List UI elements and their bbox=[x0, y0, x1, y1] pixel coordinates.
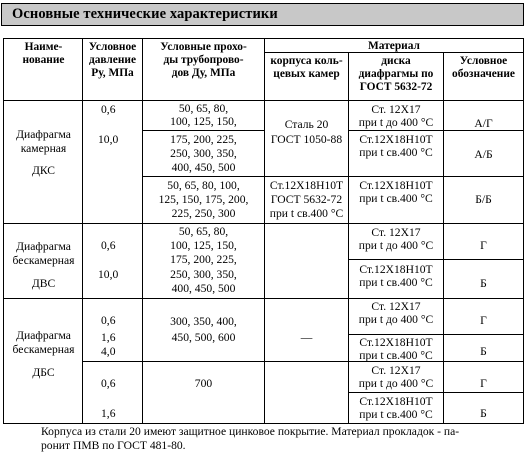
dbs-disc-3: Ст. 12Х17 при t до 400 °С bbox=[358, 364, 434, 390]
dvs-disc-1: Ст. 12Х17 при t до 400 °С bbox=[358, 226, 434, 252]
dks-diameter-1: 50, 65, 80, 100, 125, 150, bbox=[170, 102, 237, 128]
section-title: Основные технические характеристики bbox=[1, 3, 524, 26]
dvs-symbol-1: Г bbox=[480, 239, 487, 252]
header-disc: диска диафрагмы по ГОСТ 5632-72 bbox=[358, 55, 434, 94]
dbs-body: — bbox=[300, 331, 313, 344]
dks-disc-2: Ст.12Х18Н10Т при t св.400 °С bbox=[359, 133, 433, 159]
dbs-pressure-2: 1,6 bbox=[101, 331, 116, 344]
dks-body-2: Ст.12Х18Н10Т ГОСТ 5632-72 при t св.400 °С bbox=[269, 179, 344, 220]
dks-symbol-1: А/Г bbox=[474, 117, 493, 130]
dvs-disc-2: Ст.12Х18Н10Т при t св.400 °С bbox=[359, 263, 433, 289]
header-symbol: Условное обозначение bbox=[452, 55, 515, 81]
dbs-disc-1: Ст. 12Х17 при t до 400 °С bbox=[358, 300, 434, 326]
header-material: Материал bbox=[368, 40, 420, 52]
dks-name: Диафрагма камерная ДКС bbox=[16, 128, 71, 177]
dks-disc-3: Ст.12Х18Н10Т при t св.400 °С bbox=[359, 179, 433, 205]
dks-disc-1: Ст. 12Х17 при t до 400 °С bbox=[358, 103, 434, 129]
header-name: Наиме- нование bbox=[22, 41, 65, 67]
dks-symbol-2: А/Б bbox=[474, 148, 493, 161]
dks-pressure-2: 10,0 bbox=[98, 133, 119, 146]
dvs-diameter: 50, 65, 80, 100, 125, 150, 175, 200, 225, 250, 300, 350, 400, 450, 500 bbox=[170, 225, 237, 295]
dbs-pressure-3: 4,0 bbox=[101, 345, 116, 358]
dbs-disc-2: Ст.12Х18Н10Т при t св.400 °С bbox=[359, 336, 433, 362]
dbs-symbol-1: Г bbox=[480, 314, 487, 327]
dvs-name: Диафрагма бескамерная ДВС bbox=[12, 240, 75, 290]
dbs-symbol-4: Б bbox=[480, 407, 487, 420]
dks-body-1: Сталь 20 ГОСТ 1050-88 bbox=[270, 118, 343, 146]
dbs-disc-4: Ст.12Х18Н10Т при t св.400 °С bbox=[359, 395, 433, 421]
dvs-pressure-1: 0,6 bbox=[101, 239, 116, 252]
dks-pressure-1: 0,6 bbox=[101, 103, 116, 116]
dvs-symbol-2: Б bbox=[480, 277, 487, 290]
dbs-symbol-3: Г bbox=[480, 377, 487, 390]
dbs-pressure-5: 1,6 bbox=[101, 407, 116, 420]
dks-symbol-3: Б/Б bbox=[475, 193, 492, 206]
dbs-diameter-1: 300, 350, 400, 450, 500, 600 bbox=[170, 315, 237, 344]
header-body: корпуса коль- цевых камер bbox=[270, 55, 343, 81]
dbs-symbol-2: Б bbox=[480, 345, 487, 358]
dks-diameter-3: 50, 65, 80, 100, 125, 150, 175, 200, 225, 250, 300 bbox=[158, 179, 249, 220]
header-diameter: Условные прохо- ды трубопрово- дов Ду, МПа bbox=[160, 41, 247, 80]
dbs-pressure-1: 0,6 bbox=[101, 314, 116, 327]
dbs-pressure-4: 0,6 bbox=[101, 377, 116, 390]
header-pressure: Условное давление Ру, МПа bbox=[88, 41, 137, 80]
dks-diameter-2: 175, 200, 225, 250, 300, 350, 400, 450, 500 bbox=[170, 133, 237, 174]
dbs-name: Диафрагма бескамерная ДБС bbox=[12, 329, 75, 379]
dbs-diameter-2: 700 bbox=[194, 377, 213, 390]
footnote: Корпуса из стали 20 имеют защитное цинковое покрытие. Материал прокладок - па- ронит ПМВ по ГОСТ 481-80. bbox=[41, 425, 460, 452]
dvs-pressure-2: 10,0 bbox=[98, 268, 119, 281]
